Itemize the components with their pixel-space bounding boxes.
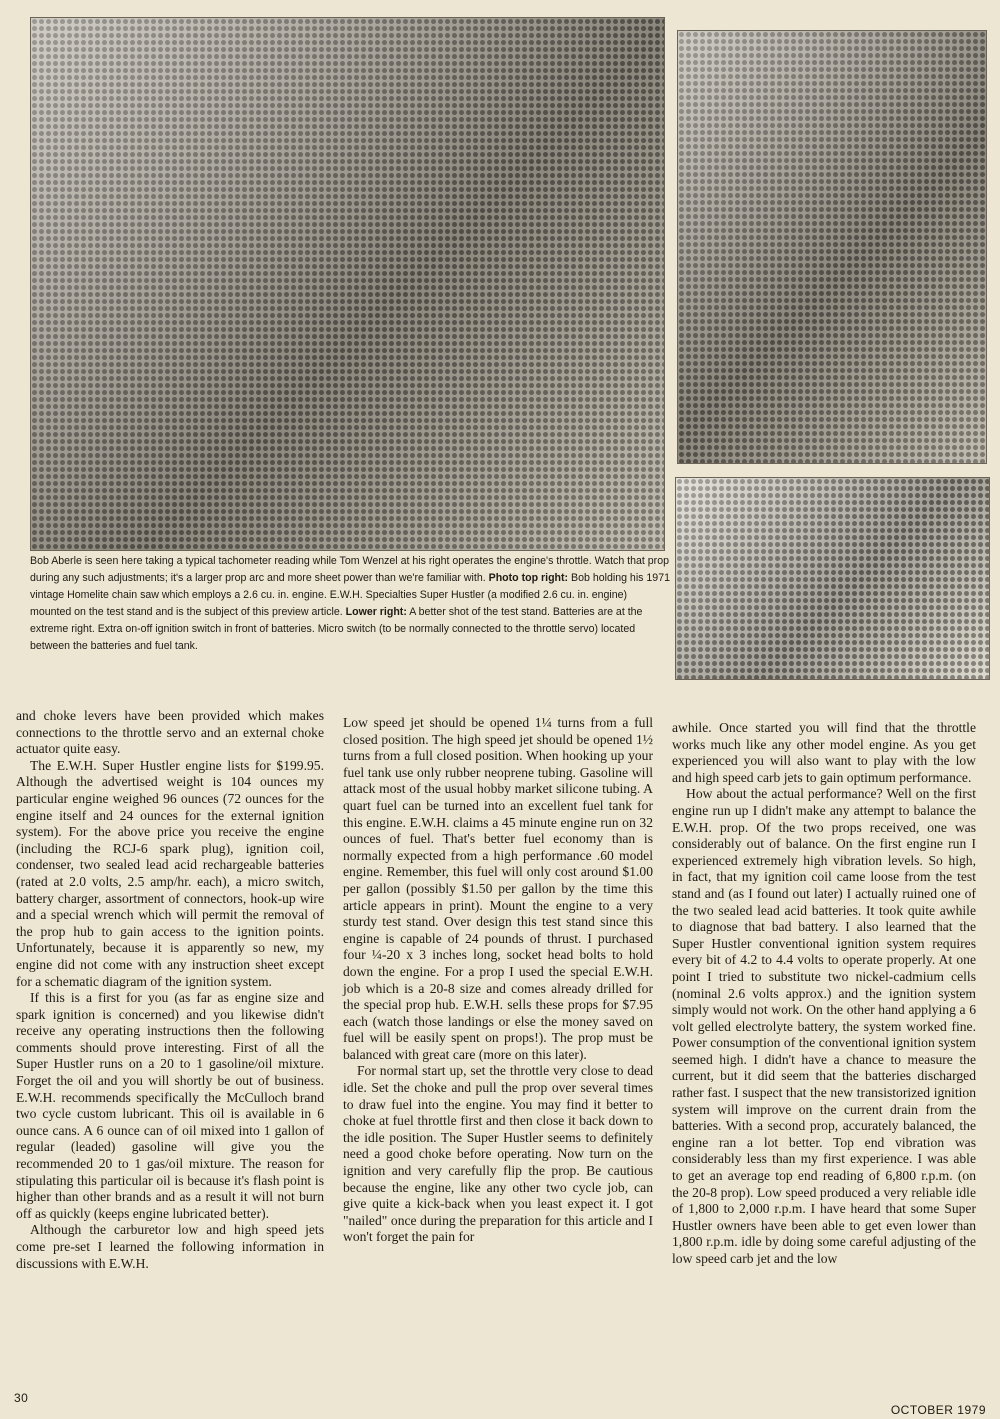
paragraph: For normal start up, set the throttle very close to dead idle. Set the choke and pull the prop over several times to draw fuel into the engine. You may find it better to choke at fuel throttle first and then close it back down to the idle position. The Super Hustler seems to definitely need a good choke before operating. Now turn on the ignition and very carefully flip the prop. Be cautious because the engine, like any other two cycle job, can give quite a kick-back when you least expect it. I got "nailed" once during the preparation for this article and I won't forget the pain for xyxy=(343,1063,653,1245)
caption-top-right-label: Photo top right: xyxy=(488,572,569,584)
paragraph: How about the actual performance? Well on the first engine run up I didn't make any attempt to balance the E.W.H. prop. Of the two props received, one was considerably out of balance. On the first engine run I experienced extremely high vibration levels. So high, in fact, that my ignition coil came loose from the test stand and (as I found out later) I actually ruined one of the two sealed lead acid batteries. It took quite awhile to diagnose that bad battery. I also learned that the Super Hustler conventional ignition system requires every bit of 4.2 to 4.4 volts to operate properly. At one point I tried to substitute two nickel-cadmium cells (nominal 2.6 volts approx.) and the ignition system simply would not work. On the other hand applying a 6 volt gelled electrolyte battery, the system worked fine. Power consumption of the conventional ignition system seemed high. I didn't have a chance to measure the current, but it did seem that the batteries discharged rather fast. I suspect that the new transistorized ignition system will improve on the current drain from the batteries. With a second prop, accurately balanced, the engine ran a lot better. Top end vibration was considerably less than my first experience. I was able to get an average top end reading of 6,800 r.p.m. (on the 20-8 prop). Low speed produced a very reliable idle of 1,800 to 2,000 r.p.m. I have heard that some Super Hustler owners have been able to get even lower than 1,800 r.p.m. idle by doing some careful adjusting of the low speed carb jet and the low xyxy=(672,786,976,1266)
photo-halftone-shading xyxy=(678,31,986,463)
photo-chain-saw xyxy=(677,30,987,464)
paragraph: awhile. Once started you will find that the throttle works much like any other model engine. As you get experienced you will also want to play with the low and high speed carb jets to gain optimum performance. xyxy=(672,720,976,785)
article-column-3 xyxy=(672,720,976,1268)
paragraph: The E.W.H. Super Hustler engine lists for $199.95. Although the advertised weight is 104 ounces my particular engine weighed 96 ounces (72 ounces for the engine itself and 24 ounces for the external ignition system). For the above price you receive the engine (including the RCJ-6 spark plug), ignition coil, condenser, two sealed lead acid rechargeable batteries (rated at 2.0 volts, 2.5 amp/hr. each), a micro switch, battery charger, assortment of connectors, hook-up wire and a special wrench which will permit the removal of the prop hub to gain access to the ignition points. Unfortunately, because it is apparently so new, my engine did not come with any instruction sheet except for a schematic diagram of the ignition system. xyxy=(16,757,324,989)
paragraph: and choke levers have been provided which makes connections to the throttle servo and an external choke actuator quite easy. xyxy=(16,708,324,757)
paragraph: Although the carburetor low and high speed jets come pre-set I learned the following information in discussions with E.W.H. xyxy=(16,1222,324,1271)
caption-top-right-text: Bob holding his 1971 vintage Homelite chain saw which employs a 2.6 cu. in. engine. E.W.H. Specialties Super Hustler (a modified 2.6 cu. in. engine) mounted on the test stand and is the subject of this preview article. xyxy=(30,572,670,618)
page-number: 30 xyxy=(14,1391,29,1405)
photo-test-stand xyxy=(675,477,990,680)
issue-date: OCTOBER 1979 xyxy=(890,1403,986,1417)
photo-caption xyxy=(30,553,670,655)
article-column-2 xyxy=(343,715,653,1246)
article-column-1 xyxy=(16,708,324,1272)
photo-halftone-shading xyxy=(31,18,664,550)
caption-lower-right-text: A better shot of the test stand. Batteries are at the extreme right. Extra on-off ignition switch in front of batteries. Micro switch (to be normally connected to the throttle servo) located between the batteries and fuel tank. xyxy=(30,606,643,652)
paragraph: Low speed jet should be opened 1¼ turns from a full closed position. The high speed jet should be opened 1½ turns from a full closed position. When hooking up your fuel tank use only rubber neoprene tubing. Gasoline will attack most of the usual hobby market silicone tubing. A quart fuel can be turned into an excellent fuel tank for this engine. E.W.H. claims a 45 minute engine run on 32 ounces of fuel. That's better fuel economy than is normally expected from a high performance .60 model engine. Remember, this fuel will only cost around $1.00 per gallon (possibly $1.50 per gallon by the time this article appears in print). Mount the engine to a very sturdy test stand. Over design this test stand since this engine is capable of 24 pounds of thrust. I purchased four ¼-20 x 3 inches long, socket head bolts to hold down the engine. For a prop I used the special E.W.H. job which is a 20-8 size and comes already drilled for the special prop hub. E.W.H. sells these props for $7.95 each (watch those landings or else the money saved on fuel will be easily spent on props!). The prop must be balanced with great care (more on this later). xyxy=(343,715,653,1062)
photo-tachometer-reading xyxy=(30,17,665,551)
caption-intro: Bob Aberle is seen here taking a typical tachometer reading while Tom Wenzel at his right operates the engine's throttle. Watch that prop during any such adjustments; it's a larger prop arc and more sheet power than we're familiar with. xyxy=(30,555,669,584)
paragraph: If this is a first for you (as far as engine size and spark ignition is concerned) and you likewise didn't receive any operating instructions then the following comments should prove interesting. First of all the Super Hustler runs on a 20 to 1 gasoline/oil mixture. Forget the oil and you will shortly be out of business. E.W.H. recommends specifically the McCulloch brand two cycle custom lubricant. This oil is available in 6 ounce cans. A 6 ounce can of oil mixed into 1 gallon of regular (leaded) gasoline will give you the recommended 20 to 1 gas/oil mixture. The reason for stipulating this particular oil is because it's flash point is higher than other brands and as a result it will not burn off as quickly (keeps engine lubricated better). xyxy=(16,990,324,1221)
caption-lower-right-label: Lower right: xyxy=(345,606,407,618)
photo-halftone-shading xyxy=(676,478,989,679)
